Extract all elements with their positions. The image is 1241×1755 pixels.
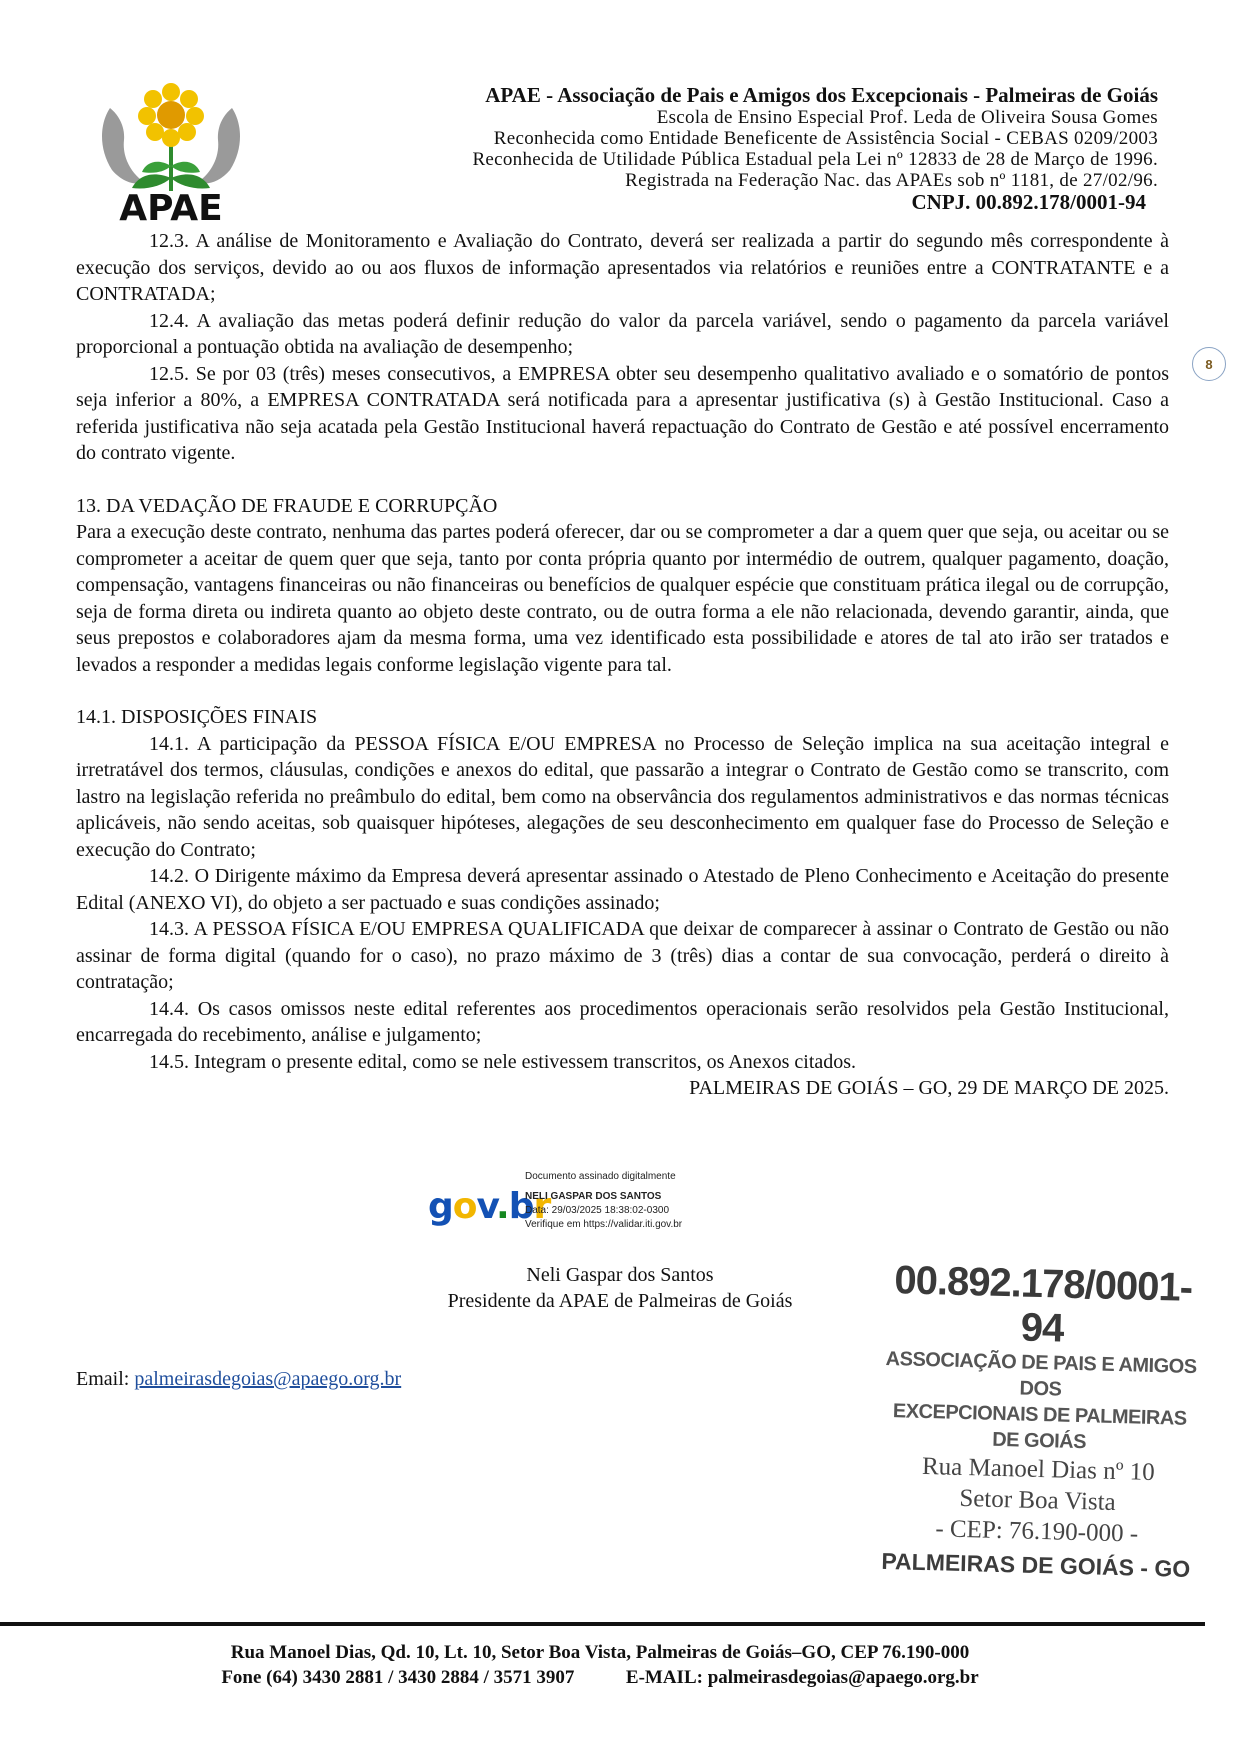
logo-text: APAE — [119, 188, 223, 226]
org-title: APAE - Associação de Pais e Amigos dos Excepcionais - Palmeiras de Goiás — [485, 83, 1158, 107]
govbr-logo: gov.br — [428, 1186, 551, 1227]
section-13-text: Para a execução deste contrato, nenhuma das partes poderá oferecer, dar ou se comprometer a dar a quem quer que seja, ou aceitar ou se comprometer a aceitar de quem quer que seja, tanto por conta própria quanto por intermédio de outrem, qualquer pagamento, doação, compensação, vantagens financeiras ou não financeiras ou benefícios de qualquer espécie que constituam prática ilegal ou de corrupção, seja de forma direta ou indireta quanto ao objeto deste contrato, ou de outra forma a ele não relacionada, devendo garantir, ainda, que seus prepostos e colaboradores ajam da mesma forma, uma vez identificado esta possibilidade e atores de tal ato irão ser tratados e levados a responder a medidas legais conforme legislação vigente para tal. — [76, 521, 1169, 676]
section-13-heading: 13. DA VEDAÇÃO DE FRAUDE E CORRUPÇÃO — [76, 494, 498, 517]
letterhead — [262, 84, 1158, 213]
apae-logo — [92, 78, 250, 226]
stamp-cep: - CEP: 76.190-000 - — [935, 1515, 1139, 1548]
clause-12-5: 12.5. Se por 03 (três) meses consecutivos, a EMPRESA obter seu desempenho qualitativo avaliado e o somatório de pontos seja inferior a 80%, a EMPRESA CONTRATADA será notificada para a apresentar justificativa (s) à Gestão Institucional. Caso a referida justificativa não seja acatada pela Gestão Institucional haverá repactuação do Contrato de Gestão e até possível encerramento do contrato vigente. — [76, 362, 1169, 464]
signature-verify: Verifique em https://validar.iti.gov.br — [525, 1219, 683, 1230]
footer — [150, 1640, 1050, 1690]
cnpj-stamp — [876, 1258, 1203, 1582]
email-line — [76, 1368, 401, 1391]
stamp-org-line1: ASSOCIAÇÃO DE PAIS E AMIGOS DOS — [885, 1347, 1197, 1401]
stamp-city: PALMEIRAS DE GOIÁS - GO — [881, 1547, 1191, 1582]
signatory-role: Presidente da APAE de Palmeiras de Goiás — [447, 1290, 793, 1312]
section-14-heading: 14.1. DISPOSIÇÕES FINAIS — [76, 706, 318, 728]
clause-14-4: 14.4. Os casos omissos neste edital referentes aos procedimentos operacionais serão resolvidos pela Gestão Institucional, encarregada do recebimento, análise e julgamento; — [76, 997, 1169, 1046]
org-school: Escola de Ensino Especial Prof. Leda de Oliveira Sousa Gomes — [656, 107, 1158, 128]
clause-14-3: 14.3. A PESSOA FÍSICA E/OU EMPRESA QUALIFICADA que deixar de comparecer à assinar o Contrato de Gestão ou não assinar de forma digital (quando for o caso), no prazo máximo de 3 (três) dias a contar de sua convocação, perderá o direito à contratação; — [76, 918, 1169, 993]
clause-14-2: 14.2. O Dirigente máximo da Empresa deverá apresentar assinado o Atestado de Pleno Conhecimento e Aceitação do presente Edital (ANEXO VI), do objeto a ser pactuado e suas condições assinado; — [76, 865, 1169, 914]
footer-divider — [0, 1622, 1205, 1626]
org-utility: Reconhecida de Utilidade Pública Estadual pela Lei nº 12833 de 28 de Março de 1996. — [472, 149, 1158, 170]
signature-name: NELI GASPAR DOS SANTOS — [525, 1191, 662, 1202]
email-label: Email: — [76, 1368, 130, 1390]
stamp-cnpj: 00.892.178/0001-94 — [893, 1258, 1193, 1351]
signature-date: Data: 29/03/2025 18:38:02-0300 — [525, 1205, 670, 1216]
org-registration: Registrada na Federação Nac. das APAEs sob nº 1181, de 27/02/96. — [625, 170, 1158, 191]
clause-12-4: 12.4. A avaliação das metas poderá definir redução do valor da parcela variável, sendo o pagamento da parcela variável proporcional a pontuação obtida na avaliação de desempenho; — [76, 309, 1169, 358]
footer-address: Rua Manoel Dias, Qd. 10, Lt. 10, Setor Boa Vista, Palmeiras de Goiás–GO, CEP 76.190-000 — [230, 1642, 970, 1663]
footer-phone: Fone (64) 3430 2881 / 3430 2884 / 3571 3907 — [221, 1667, 575, 1688]
signatory-name: Neli Gaspar dos Santos — [526, 1264, 714, 1286]
footer-contact — [150, 1665, 1050, 1690]
org-cebas: Reconhecida como Entidade Beneficente de Assistência Social - CEBAS 0209/2003 — [493, 128, 1158, 149]
document-body — [76, 228, 1169, 1102]
date-line: PALMEIRAS DE GOIÁS – GO, 29 DE MARÇO DE 2025. — [689, 1077, 1169, 1099]
org-cnpj: CNPJ. 00.892.178/0001-94 — [911, 190, 1146, 214]
clause-14-1: 14.1. A participação da PESSOA FÍSICA E/OU EMPRESA no Processo de Seleção implica na sua aceitação integral e irretratável dos termos, cláusulas, condições e anexos do edital, que passarão a integrar o Contrato de Gestão como se transcrito, com lastro na legislação referida no preâmbulo do edital, bem como na observância dos regulamentos administrativos e das normas técnicas aplicáveis, não sendo aceitas, sob quaisquer hipóteses, alegações de seu desconhecimento em qualquer fase do Processo de Seleção e execução do Contrato; — [76, 732, 1169, 861]
signatory — [330, 1262, 910, 1314]
digital-signature-block — [428, 1165, 728, 1235]
signature-info — [525, 1170, 682, 1232]
page-number: 8 — [1192, 347, 1226, 381]
signature-caption: Documento assinado digitalmente — [525, 1171, 676, 1182]
stamp-district: Setor Boa Vista — [959, 1484, 1117, 1517]
footer-email: E-MAIL: palmeirasdegoias@apaego.org.br — [625, 1667, 979, 1688]
clause-12-3: 12.3. A análise de Monitoramento e Avaliação do Contrato, deverá ser realizada a partir do segundo mês correspondente à execução dos serviços, devido ao ou aos fluxos de informação apresentados via relatórios e reuniões entre a CONTRATANTE e a CONTRATADA; — [76, 230, 1169, 305]
email-link[interactable]: palmeirasdegoias@apaego.org.br — [134, 1368, 402, 1390]
clause-14-5: 14.5. Integram o presente edital, como se nele estivessem transcritos, os Anexos citados. — [149, 1050, 857, 1073]
stamp-street: Rua Manoel Dias nº 10 — [921, 1452, 1156, 1487]
stamp-org-line2: EXCEPCIONAIS DE PALMEIRAS DE GOIÁS — [892, 1400, 1187, 1454]
